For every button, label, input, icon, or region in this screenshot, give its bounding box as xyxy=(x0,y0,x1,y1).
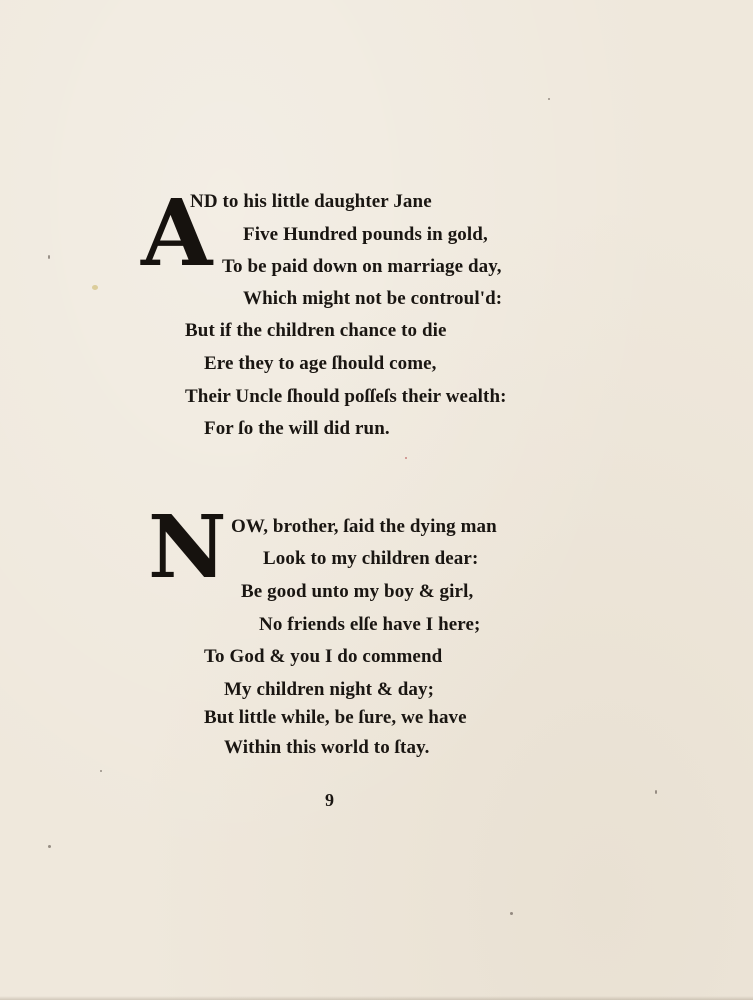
verse-line: Be good unto my boy & girl, xyxy=(241,581,474,602)
verse-line: Which might not be controul'd: xyxy=(243,288,503,309)
verse-line: But little while, be ſure, we have xyxy=(204,707,467,728)
verse-line: Look to my children dear: xyxy=(263,548,479,569)
verse-line: No friends elſe have I here; xyxy=(259,614,481,635)
verse-line: My children night & day; xyxy=(224,679,435,700)
verse-line: Their Uncle ſhould poſſeſs their wealth: xyxy=(185,386,507,407)
drop-cap-a: A xyxy=(141,179,213,287)
verse-line: But if the children chance to die xyxy=(185,320,447,341)
page-number: 9 xyxy=(325,790,334,810)
verse-line: Ere they to age ſhould come, xyxy=(204,353,437,374)
verse-line: To be paid down on marriage day, xyxy=(222,256,502,277)
verse-line: Within this world to ſtay. xyxy=(224,737,430,758)
paper-speck xyxy=(405,457,407,459)
drop-cap-n: N xyxy=(148,497,227,598)
verse-line: OW, brother, ſaid the dying man xyxy=(231,516,497,537)
verse-line: To God & you I do commend xyxy=(204,646,443,667)
paper-speck xyxy=(48,255,50,259)
paper-speck xyxy=(548,98,550,100)
paper-speck xyxy=(655,790,657,794)
verse-line: Five Hundred pounds in gold, xyxy=(243,224,488,245)
paper-speck xyxy=(92,285,98,290)
verse-line: For ſo the will did run. xyxy=(204,418,390,439)
paper-speck xyxy=(48,845,51,848)
verse-line: ND to his little daughter Jane xyxy=(190,191,432,212)
page-edge xyxy=(0,996,753,1000)
paper-speck xyxy=(100,770,102,772)
paper-speck xyxy=(510,912,513,915)
